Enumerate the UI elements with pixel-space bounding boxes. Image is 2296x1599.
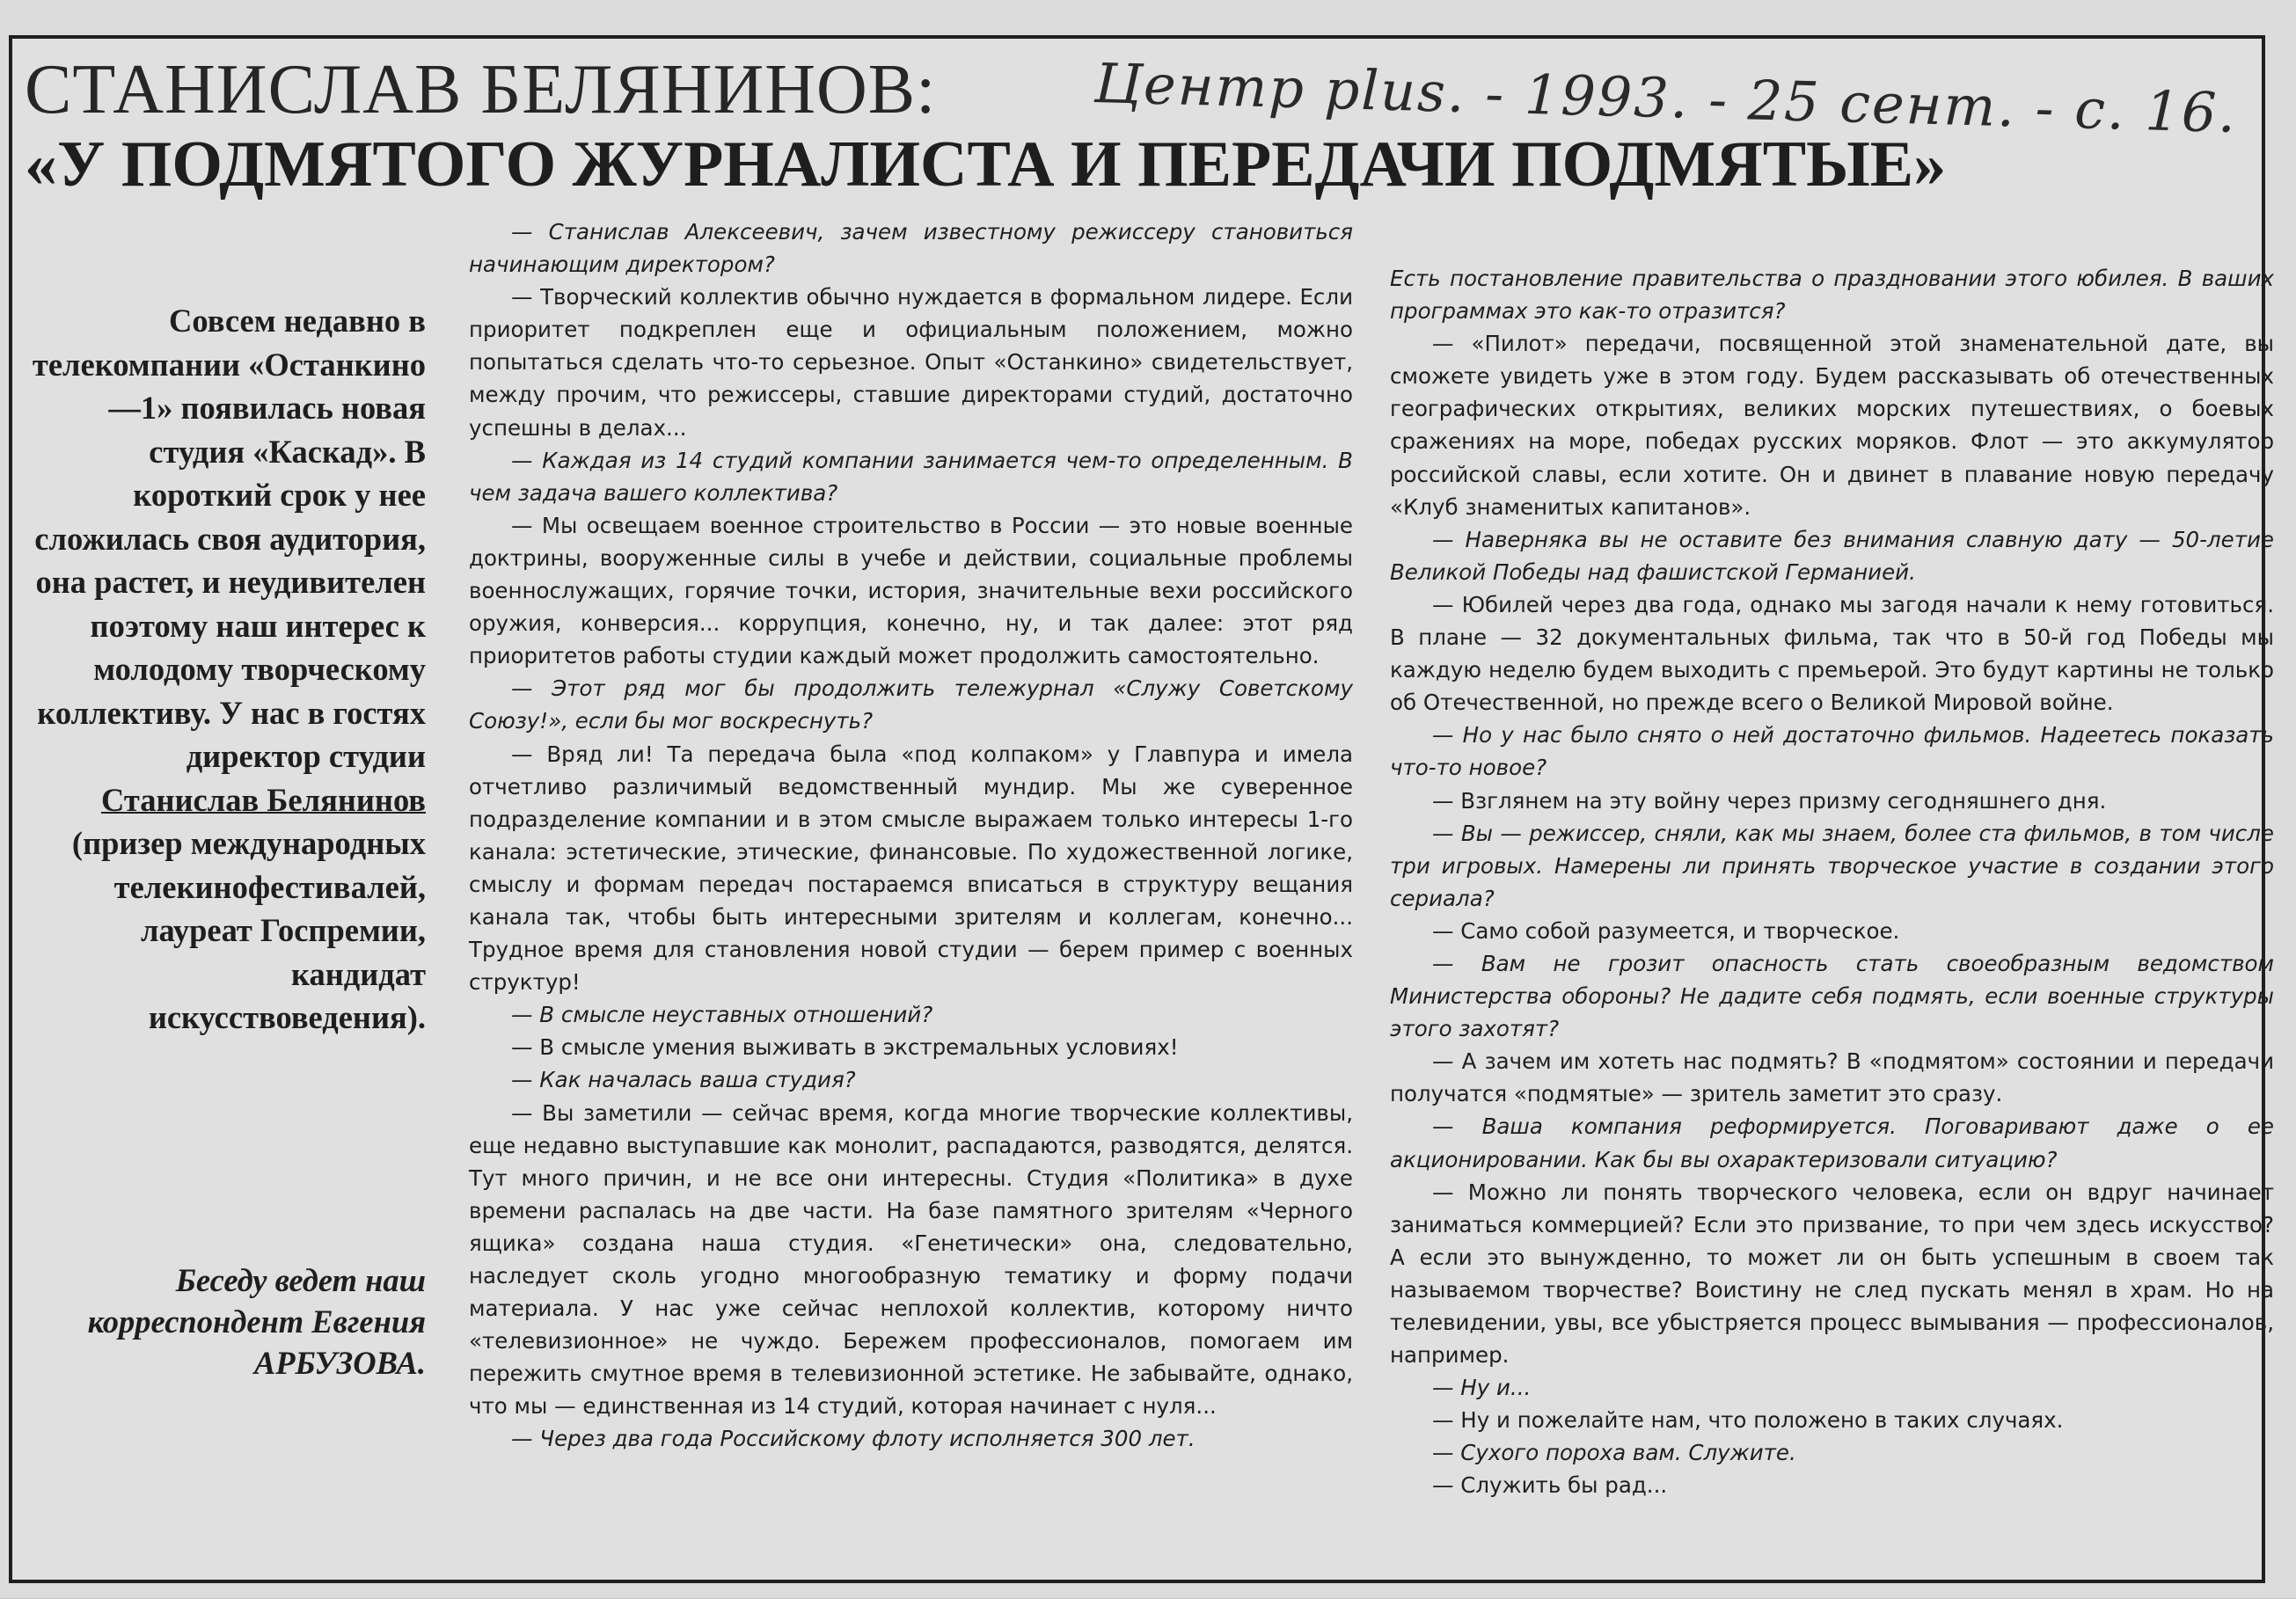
interview-paragraph: — Ну и пожелайте нам, что положено в таких случаях. bbox=[1432, 1407, 2064, 1434]
interview-paragraph: — Ну и... bbox=[1432, 1375, 1532, 1401]
article-intro bbox=[25, 299, 426, 1040]
article-column-3 bbox=[1390, 262, 2274, 1599]
interview-paragraph: — Наверняка вы не оставите без внимания славную дату — 50-летие Великой Победы над фашистской Германией. bbox=[1390, 526, 2274, 585]
interview-paragraph: — Ваша компания реформируется. Поговаривают даже о ее акционировании. Как бы вы охарактеризовали ситуацию? bbox=[1390, 1113, 2274, 1172]
interview-paragraph: — В смысле неуставных отношений? bbox=[511, 1002, 933, 1028]
intro-text: Совсем недавно в телекомпании «Останкино—1» появилась новая студия «Каскад». В короткий срок у нее сложилась своя аудитория, она растет, и неудивителен поэтому наш интерес к молодому творческому коллективу. У нас в гостях директор студии bbox=[32, 303, 426, 774]
interview-paragraph: — Этот ряд мог бы продолжить тележурнал «Служу Советскому Союзу!», если бы мог воскреснуть? bbox=[469, 675, 1353, 734]
interview-paragraph: — Вы заметили — сейчас время, когда многие творческие коллективы, еще недавно выступавшие как монолит, распадаются, разводятся, делятся. Тут много причин, и не все они интересны. Студия «Политика» в духе времени распалась на две части. На базе памятного зрителям «Черного ящика» создана наша студия. «Генетически» она, следовательно, наследует сколь угодно многообразную тематику и форму подачи материала. У нас уже сейчас неплохой коллектив, которому ничто «телевизионное» не чуждо. Бережем профессионалов, помогаем им пережить смутное время в телевизионной эстетике. Не забывайте, однако, что мы — единственная из 14 студий, которая начинает с нуля... bbox=[469, 1099, 1353, 1420]
interview-paragraph: — Но у нас было снято о ней достаточно фильмов. Надеетесь показать что-то новое? bbox=[1390, 722, 2274, 781]
interview-paragraph: — Юбилей через два года, однако мы загодя начали к нему готовиться. В плане — 32 документальных фильма, так что в 50-й год Победы мы каждую неделю будем выходить с премьерой. Это будут картины не только об Отечественной, но прежде всего о Великой Мировой войне. bbox=[1390, 591, 2274, 716]
interview-paragraph: — Вряд ли! Та передача была «под колпаком» у Главпура и имела отчетливо различимый ведомственный мундир. Мы же суверенное подразделение компании и в этом смысле выражаем только интересы 1-го канала: эстетические, этические, финансовые. По художественной логике, смыслу и формам передач постараемся вписаться в структуру вещания канала так, чтобы быть интересными зрителям и коллегам, конечно... Трудное время для становления новой студии — берем пример с военных структур! bbox=[469, 741, 1353, 996]
interview-paragraph: Есть постановление правительства о праздновании этого юбилея. В ваших программах это как-то отразится? bbox=[1390, 266, 2274, 325]
interview-paragraph: — Через два года Российскому флоту исполняется 300 лет. bbox=[511, 1426, 1196, 1452]
interview-paragraph: — Творческий коллектив обычно нуждается в формальном лидере. Если приоритет подкреплен еще и официальным положением, можно попытаться сделать что-то серьезное. Опыт «Останкино» свидетельствует, между прочим, что режиссеры, ставшие директорами студий, достаточно успешны в делах... bbox=[469, 284, 1353, 441]
interview-paragraph: — А зачем им хотеть нас подмять? В «подмятом» состоянии и передачи получатся «подмятые» — зритель заметит это сразу. bbox=[1390, 1048, 2274, 1107]
interview-paragraph: — Можно ли понять творческого человека, если он вдруг начинает заниматься коммерцией? Если это призвание, то при чем здесь искусство? А если это вынужденно, то может ли он быть успешным в своем так называемом творчестве? Воистину не след пускать менял в храм. Но на телевидении, увы, все убыстряется процесс вымывания — профессионалов, например. bbox=[1390, 1179, 2274, 1369]
article-byline: Беседу ведет наш корреспондент Евгения АРБУЗОВА. bbox=[87, 1262, 426, 1381]
interview-paragraph: — Взглянем на эту войну через призму сегодняшнего дня. bbox=[1432, 787, 2107, 814]
interview-paragraph: — Сухого пороха вам. Служите. bbox=[1432, 1440, 1796, 1466]
headline-name: СТАНИСЛАВ БЕЛЯНИНОВ: bbox=[25, 51, 937, 128]
interview-paragraph: — Само собой разумеется, и творческое. bbox=[1432, 917, 1900, 944]
interview-paragraph: — Станислав Алексеевич, зачем известному режиссеру становиться начинающим директором? bbox=[469, 219, 1353, 278]
interview-paragraph: — Как началась ваша студия? bbox=[511, 1067, 856, 1093]
interview-paragraph: — Вы — режиссер, сняли, как мы знаем, более ста фильмов, в том числе три игровых. Намерены ли принять творческое участие в создании этого сериала? bbox=[1390, 820, 2274, 911]
intro-credentials: (призер международных телекинофестивалей, лауреат Госпремии, кандидат искусствоведения). bbox=[71, 825, 426, 1035]
handwritten-source-note: Центр plus. - 1993. - 25 сент. - с. 16. bbox=[1093, 51, 2239, 145]
headline-quote: «У ПОДМЯТОГО ЖУРНАЛИСТА И ПЕРЕДАЧИ ПОДМЯТЫЕ» bbox=[25, 128, 1947, 201]
interview-paragraph: — Каждая из 14 студий компании занимается чем-то определенным. В чем задача вашего коллектива? bbox=[469, 447, 1353, 506]
interview-paragraph: — В смысле умения выживать в экстремальных условиях! bbox=[511, 1034, 1179, 1061]
interview-paragraph: — «Пилот» передачи, посвященной этой знаменательной дате, вы сможете увидеть уже в этом году. Будем рассказывать об отечественных географических открытиях, великих морских путешествиях, о боевых сражениях на море, победах русских моряков. Флот — это аккумулятор российской славы, если хотите. Он и двинет в плавание новую передачу «Клуб знаменитых капитанов». bbox=[1390, 331, 2274, 520]
interview-paragraph: — Мы освещаем военное строительство в России — это новые военные доктрины, вооруженные силы в учебе и действии, социальные проблемы военнослужащих, горячие точки, история, значительные вехи российского оружия, конверсия... коррупция, конечно, ну, и так далее: этот ряд приоритетов работы студии каждый может продолжить самостоятельно. bbox=[469, 512, 1353, 669]
interview-paragraph: — Вам не грозит опасность стать своеобразным ведомством Министерства обороны? Не дадите себя подмять, если военные структуры этого захотят? bbox=[1390, 950, 2274, 1042]
interviewee-name: Станислав Белянинов bbox=[100, 781, 426, 818]
interview-paragraph: — Служить бы рад... bbox=[1432, 1472, 1668, 1499]
article-column-2 bbox=[469, 215, 1353, 1552]
